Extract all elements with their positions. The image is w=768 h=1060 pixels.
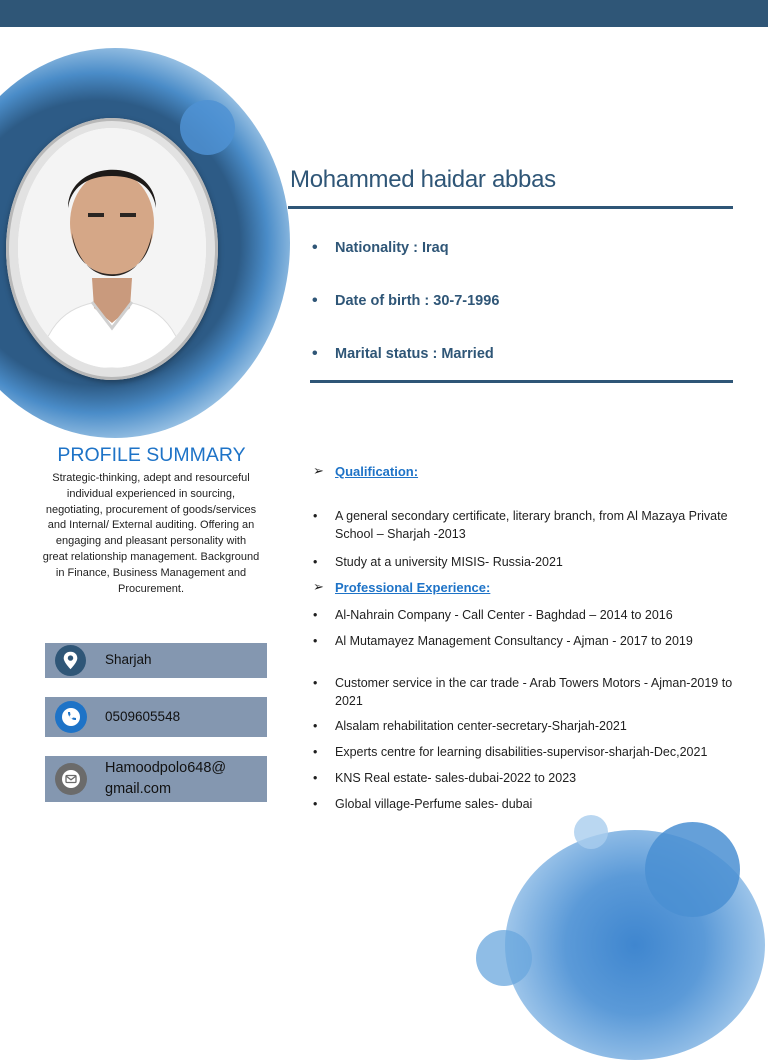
arrow-bullet-icon: ➢: [313, 463, 324, 478]
candidate-name: Mohammed haidar abbas: [290, 166, 556, 193]
experience-item: • Customer service in the car trade - Arab Towers Motors - Ajman-2019 to 2021: [313, 676, 733, 708]
experience-item: • KNS Real estate- sales-dubai-2022 to 2023: [313, 771, 577, 785]
experience-heading: ➢ Professional Experience:: [313, 579, 491, 595]
detail-date-of-birth: • Date of birth : 30-7-1996: [312, 293, 499, 346]
divider: [310, 380, 733, 383]
contact-phone: [45, 697, 267, 737]
profile-photo: [18, 128, 206, 368]
email-address[interactable]: Hamoodpolo648@ gmail.com: [105, 760, 227, 797]
detail-marital-status: • Marital status : Married: [312, 346, 499, 399]
experience-item: • Al-Nahrain Company - Call Center - Baghdad – 2014 to 2016: [313, 608, 673, 622]
contact-location: [45, 643, 267, 678]
decorative-blob: [180, 100, 235, 155]
location-text: Sharjah: [105, 652, 152, 667]
decorative-circle: [476, 930, 532, 986]
phone-icon: [55, 701, 87, 733]
experience-item: • Al Mutamayez Management Consultancy - Ajman - 2017 to 2019: [313, 634, 693, 648]
experience-item: • Experts centre for learning disabilities-supervisor-sharjah-Dec,2021: [313, 745, 708, 759]
personal-details-list: [312, 240, 499, 399]
contact-email: [45, 756, 267, 802]
email-icon: [55, 763, 87, 795]
profile-summary-title: PROFILE SUMMARY: [57, 444, 246, 466]
location-pin-icon: [55, 645, 86, 676]
decorative-circle: [645, 822, 740, 917]
qualification-item: • Study at a university MISIS- Russia-2021: [313, 555, 563, 569]
decorative-circle: [574, 815, 608, 849]
experience-item: • Alsalam rehabilitation center-secretary-Sharjah-2021: [313, 719, 627, 733]
divider: [288, 206, 733, 209]
arrow-bullet-icon: ➢: [313, 579, 324, 594]
profile-summary-text: Strategic-thinking, adept and resourceful individual experienced in sourcing, negotiating, procurement of goods/services and Internal/ External auditing. Offering an engaging and pleasant personality with great relationship management. Background in Finance, Business Management and Procurement.: [42, 472, 260, 595]
detail-nationality: • Nationality : Iraq: [312, 240, 499, 293]
qualification-heading: ➢ Qualification:: [313, 463, 419, 479]
top-banner: [0, 0, 768, 27]
qualification-item: • A general secondary certificate, literary branch, from Al Mazaya Private School – Sharjah -2013: [313, 509, 728, 541]
phone-number[interactable]: 0509605548: [105, 709, 181, 724]
experience-item: • Global village-Perfume sales- dubai: [313, 797, 533, 811]
